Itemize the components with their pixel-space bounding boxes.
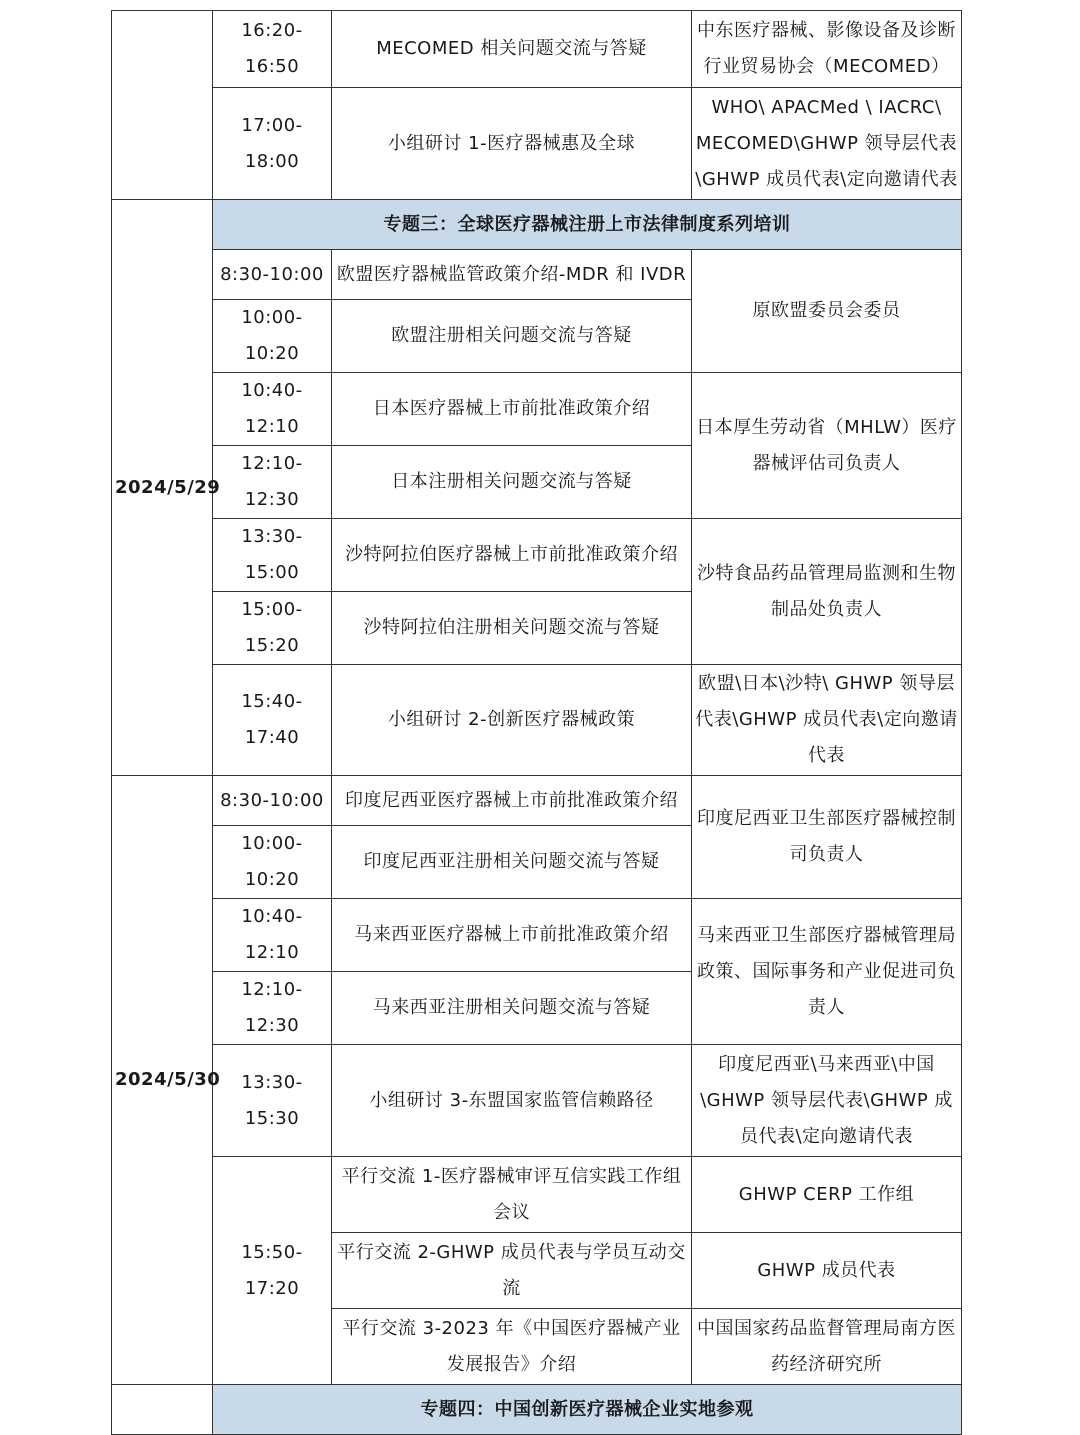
topic-cell: 欧盟医疗器械监管政策介绍-MDR 和 IVDR xyxy=(332,250,692,300)
topic-cell: 平行交流 3-2023 年《中国医疗器械产业发展报告》介绍 xyxy=(332,1309,692,1385)
topic-cell: 日本医疗器械上市前批准政策介绍 xyxy=(332,373,692,446)
time-cell: 15:00-15:20 xyxy=(213,592,332,665)
table-row xyxy=(112,88,962,200)
table-row xyxy=(112,1157,962,1233)
section-title: 专题四：中国创新医疗器械企业实地参观 xyxy=(213,1385,962,1435)
speaker-cell: 日本厚生劳动省（MHLW）医疗器械评估司负责人 xyxy=(692,373,962,519)
schedule-table xyxy=(111,10,962,1435)
speaker-cell: 印度尼西亚\马来西亚\中国\GHWP 领导层代表\GHWP 成员代表\定向邀请代表 xyxy=(692,1045,962,1157)
speaker-cell: 中东医疗器械、影像设备及诊断行业贸易协会（MECOMED） xyxy=(692,11,962,88)
table-row xyxy=(112,899,962,972)
topic-cell: 小组研讨 1-医疗器械惠及全球 xyxy=(332,88,692,200)
time-cell: 8:30-10:00 xyxy=(213,250,332,300)
date-cell-previous xyxy=(112,11,213,200)
topic-cell: 印度尼西亚注册相关问题交流与答疑 xyxy=(332,826,692,899)
time-cell: 10:00-10:20 xyxy=(213,300,332,373)
time-cell: 8:30-10:00 xyxy=(213,776,332,826)
date-cell-day2: 2024/5/30 xyxy=(112,776,213,1385)
section-title: 专题三：全球医疗器械注册上市法律制度系列培训 xyxy=(213,200,962,250)
time-cell: 13:30-15:00 xyxy=(213,519,332,592)
time-cell: 12:10-12:30 xyxy=(213,972,332,1045)
section-header-row xyxy=(112,200,962,250)
speaker-cell: GHWP 成员代表 xyxy=(692,1233,962,1309)
time-cell: 15:50-17:20 xyxy=(213,1157,332,1385)
table-row xyxy=(112,519,962,592)
time-cell: 17:00-18:00 xyxy=(213,88,332,200)
date-cell-empty xyxy=(112,1385,213,1435)
speaker-cell: 中国国家药品监督管理局南方医药经济研究所 xyxy=(692,1309,962,1385)
topic-cell: 马来西亚医疗器械上市前批准政策介绍 xyxy=(332,899,692,972)
speaker-cell: 原欧盟委员会委员 xyxy=(692,250,962,373)
time-cell: 15:40-17:40 xyxy=(213,665,332,776)
table-row xyxy=(112,250,962,300)
topic-cell: 小组研讨 3-东盟国家监管信赖路径 xyxy=(332,1045,692,1157)
time-cell: 10:40-12:10 xyxy=(213,899,332,972)
topic-cell: 小组研讨 2-创新医疗器械政策 xyxy=(332,665,692,776)
time-cell: 10:00-10:20 xyxy=(213,826,332,899)
date-cell-day1: 2024/5/29 xyxy=(112,200,213,776)
table-row xyxy=(112,1045,962,1157)
speaker-cell: 马来西亚卫生部医疗器械管理局政策、国际事务和产业促进司负责人 xyxy=(692,899,962,1045)
topic-cell: 平行交流 1-医疗器械审评互信实践工作组会议 xyxy=(332,1157,692,1233)
topic-cell: 日本注册相关问题交流与答疑 xyxy=(332,446,692,519)
table-row xyxy=(112,665,962,776)
topic-cell: MECOMED 相关问题交流与答疑 xyxy=(332,11,692,88)
time-cell: 13:30-15:30 xyxy=(213,1045,332,1157)
table-row xyxy=(112,373,962,446)
table-row xyxy=(112,776,962,826)
time-cell: 16:20-16:50 xyxy=(213,11,332,88)
topic-cell: 平行交流 2-GHWP 成员代表与学员互动交流 xyxy=(332,1233,692,1309)
topic-cell: 沙特阿拉伯医疗器械上市前批准政策介绍 xyxy=(332,519,692,592)
speaker-cell: GHWP CERP 工作组 xyxy=(692,1157,962,1233)
table-row xyxy=(112,11,962,88)
speaker-cell: 沙特食品药品管理局监测和生物制品处负责人 xyxy=(692,519,962,665)
topic-cell: 马来西亚注册相关问题交流与答疑 xyxy=(332,972,692,1045)
time-cell: 12:10-12:30 xyxy=(213,446,332,519)
topic-cell: 欧盟注册相关问题交流与答疑 xyxy=(332,300,692,373)
time-cell: 10:40-12:10 xyxy=(213,373,332,446)
topic-cell: 印度尼西亚医疗器械上市前批准政策介绍 xyxy=(332,776,692,826)
speaker-cell: WHO\ APACMed \ IACRC\ MECOMED\GHWP 领导层代表\GHWP 成员代表\定向邀请代表 xyxy=(692,88,962,200)
section-header-row xyxy=(112,1385,962,1435)
speaker-cell: 欧盟\日本\沙特\ GHWP 领导层代表\GHWP 成员代表\定向邀请代表 xyxy=(692,665,962,776)
speaker-cell: 印度尼西亚卫生部医疗器械控制司负责人 xyxy=(692,776,962,899)
topic-cell: 沙特阿拉伯注册相关问题交流与答疑 xyxy=(332,592,692,665)
